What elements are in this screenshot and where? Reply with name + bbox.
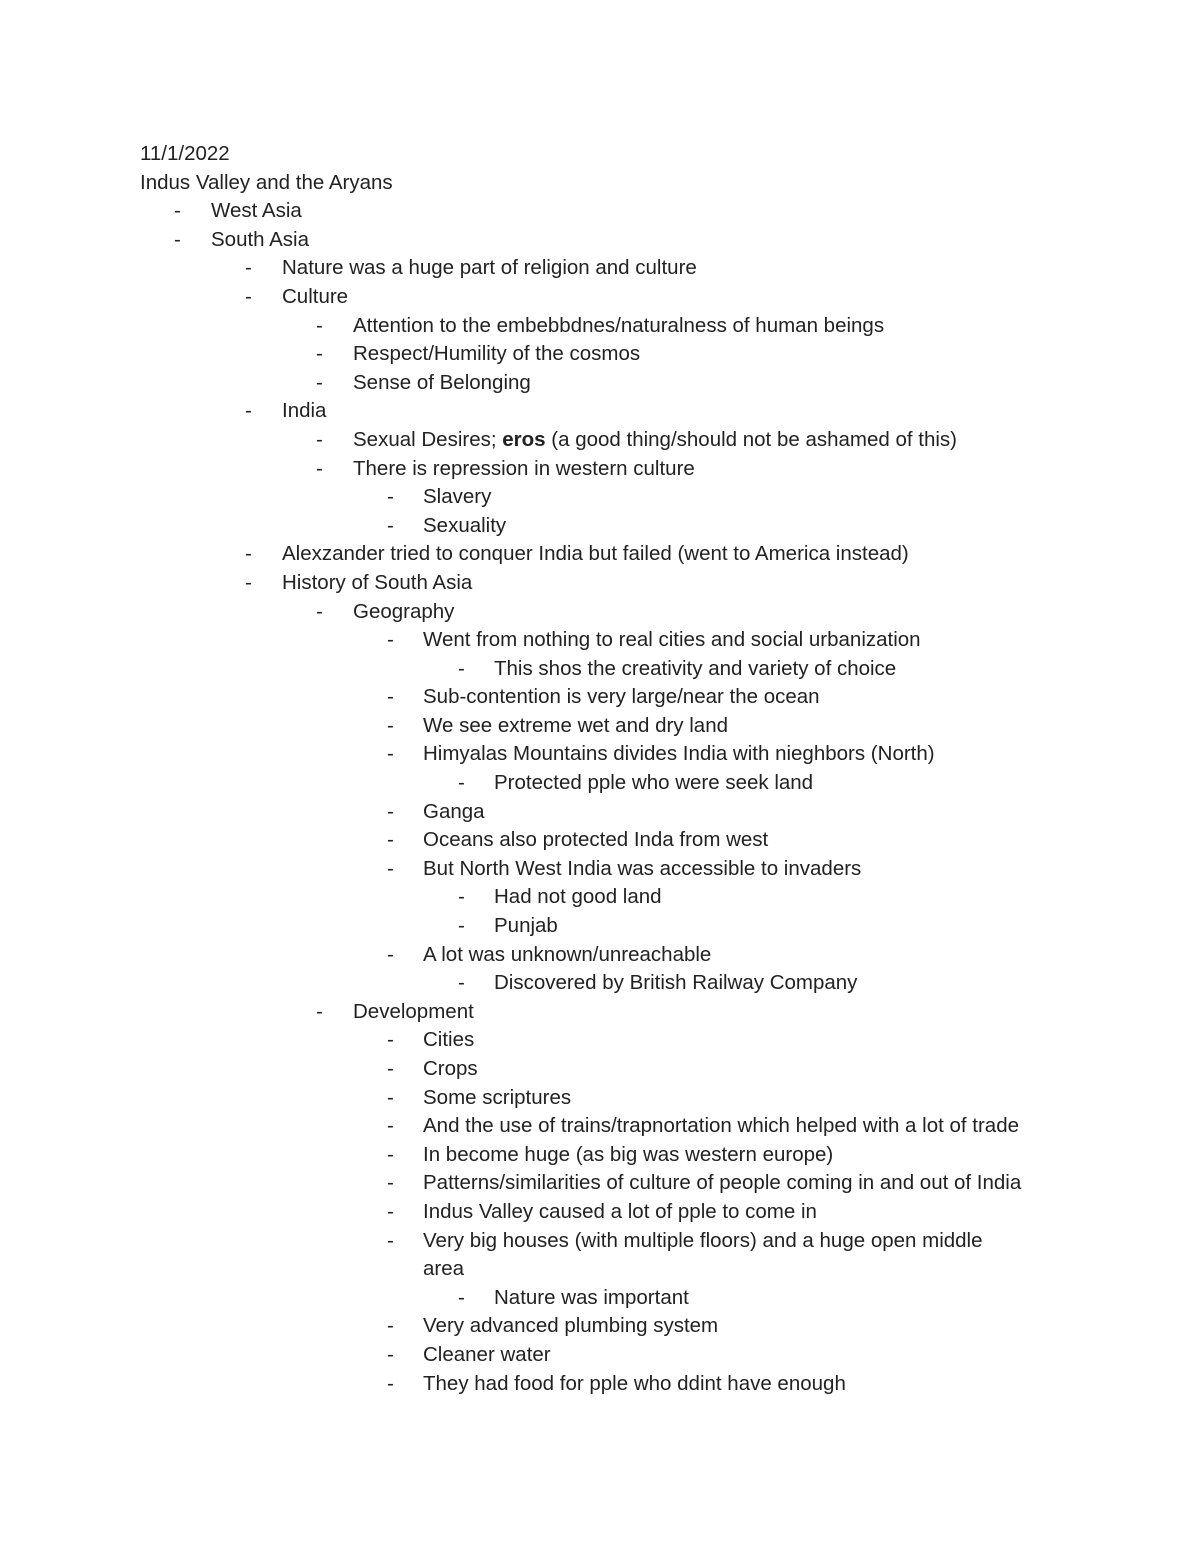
bullet-dash: - [387, 742, 394, 766]
list-item [140, 598, 1140, 627]
list-item-text: Nature was a huge part of religion and culture [282, 256, 697, 280]
list-item [140, 969, 1140, 998]
list-item [140, 855, 1140, 884]
bullet-dash: - [387, 1314, 394, 1338]
list-item-text: This shos the creativity and variety of choice [494, 656, 897, 680]
list-item [140, 1084, 1140, 1113]
list-item [140, 254, 1140, 283]
bullet-dash: - [245, 542, 252, 566]
list-item-text: Development [353, 999, 474, 1023]
list-item [140, 1341, 1140, 1370]
list-item [140, 1026, 1140, 1055]
list-item [140, 426, 1140, 455]
bullet-dash: - [458, 885, 465, 909]
bullet-dash: - [245, 570, 252, 594]
list-item-text: History of South Asia [282, 570, 473, 594]
bullet-dash: - [387, 942, 394, 966]
list-item [140, 226, 1140, 255]
list-item [140, 483, 1140, 512]
list-item-text: Went from nothing to real cities and social urbanization [423, 628, 921, 652]
bullet-dash: - [458, 971, 465, 995]
list-item-text: Culture [282, 284, 349, 308]
list-item-text: Patterns/similarities of culture of people coming in and out of India [423, 1171, 1022, 1195]
list-item [140, 798, 1140, 827]
list-item [140, 1227, 1140, 1256]
bold-term: eros [502, 427, 546, 451]
date-text: 11/1/2022 [140, 142, 230, 165]
bullet-dash: - [387, 713, 394, 737]
list-item-text: Sense of Belonging [353, 370, 531, 394]
bullet-dash: - [387, 685, 394, 709]
list-item-text: Cleaner water [423, 1342, 551, 1366]
bullet-dash: - [174, 199, 181, 223]
list-item-text: Respect/Humility of the cosmos [353, 342, 641, 366]
list-item [140, 512, 1140, 541]
list-item-text: They had food for pple who ddint have enough [423, 1371, 846, 1395]
list-item [140, 540, 1140, 569]
bullet-dash: - [316, 342, 323, 366]
list-item-text: Punjab [494, 914, 558, 938]
list-item [140, 655, 1140, 684]
list-item-text: Oceans also protected Inda from west [423, 828, 769, 852]
list-item-text: Sexuality [423, 513, 507, 537]
list-item [140, 683, 1140, 712]
list-item-text: Crops [423, 1057, 478, 1080]
list-item-text: Discovered by British Railway Company [494, 971, 858, 995]
text-run: (a good thing/should not be ashamed of this) [545, 427, 957, 451]
bullet-dash: - [387, 1342, 394, 1366]
bullet-dash: - [387, 1085, 394, 1109]
list-item-text: Attention to the embebbdnes/naturalness of human beings [353, 313, 885, 337]
bullet-dash: - [458, 914, 465, 938]
list-item [140, 197, 1140, 226]
bullet-dash: - [387, 485, 394, 509]
bullet-dash: - [387, 1114, 394, 1138]
list-item [140, 1198, 1140, 1227]
bullet-dash: - [174, 227, 181, 251]
bullet-dash: - [458, 1285, 465, 1309]
bullet-dash: - [387, 513, 394, 537]
list-item [140, 369, 1140, 398]
bullet-dash: - [316, 456, 323, 480]
list-item [140, 1141, 1140, 1170]
list-item [140, 283, 1140, 312]
list-item [140, 569, 1140, 598]
bullet-dash: - [387, 1142, 394, 1166]
bullet-dash: - [387, 1371, 394, 1395]
list-item [140, 712, 1140, 741]
text-run: Sexual Desires; [353, 427, 503, 451]
bullet-dash: - [387, 856, 394, 880]
list-item-text: Very big houses (with multiple floors) and a huge open middle [423, 1228, 983, 1252]
list-item-text: Indus Valley caused a lot of pple to come in [423, 1199, 817, 1223]
bullet-dash: - [316, 313, 323, 337]
list-item [140, 340, 1140, 369]
list-item-text: Sub-contention is very large/near the ocean [423, 685, 820, 709]
list-item-text: area [423, 1257, 465, 1281]
list-item-text [353, 426, 957, 455]
bullet-dash: - [387, 1028, 394, 1052]
bullet-dash: - [387, 1228, 394, 1252]
bullet-dash: - [316, 999, 323, 1023]
list-item [140, 1169, 1140, 1198]
list-item [140, 740, 1140, 769]
list-item [140, 912, 1140, 941]
list-item [140, 626, 1140, 655]
notes-body [140, 140, 1140, 1398]
list-item [140, 1312, 1140, 1341]
list-item [140, 1112, 1140, 1141]
date-line [140, 140, 1140, 169]
list-item-text: Cities [423, 1028, 475, 1052]
bullet-dash: - [387, 1057, 394, 1080]
list-item-text: Slavery [423, 485, 492, 509]
list-item-text: Protected pple who were seek land [494, 771, 814, 795]
bullet-dash: - [387, 628, 394, 652]
bullet-dash: - [245, 399, 252, 423]
bullet-dash: - [245, 256, 252, 280]
list-item-text: India [282, 399, 327, 423]
bullet-dash: - [387, 828, 394, 852]
bullet-dash: - [245, 284, 252, 308]
list-item [140, 1284, 1140, 1313]
list-item-text: Had not good land [494, 885, 662, 909]
list-item-continuation [140, 1255, 1140, 1284]
list-item [140, 312, 1140, 341]
list-item [140, 1055, 1140, 1084]
list-item-text: Himyalas Mountains divides India with nieghbors (North) [423, 742, 935, 766]
bullet-dash: - [387, 1199, 394, 1223]
list-item-text: Geography [353, 599, 455, 623]
bullet-dash: - [316, 427, 323, 451]
bullet-dash: - [458, 771, 465, 795]
list-item-text: In become huge (as big was western europe) [423, 1142, 834, 1166]
list-item-text: Nature was important [494, 1285, 689, 1309]
list-item-text: South Asia [211, 227, 310, 251]
list-item-text: But North West India was accessible to invaders [423, 856, 862, 880]
list-item-text: Ganga [423, 799, 485, 823]
list-item [140, 941, 1140, 970]
list-item-text: Very advanced plumbing system [423, 1314, 719, 1338]
list-item-text: A lot was unknown/unreachable [423, 942, 712, 966]
list-item [140, 826, 1140, 855]
list-item [140, 769, 1140, 798]
list-item [140, 455, 1140, 484]
bullet-dash: - [387, 1171, 394, 1195]
notes-title: Indus Valley and the Aryans [140, 170, 393, 194]
list-item-text: Alexzander tried to conquer India but failed (went to America instead) [282, 542, 909, 566]
list-item-text: There is repression in western culture [353, 456, 695, 480]
bullet-dash: - [458, 656, 465, 680]
list-item [140, 397, 1140, 426]
list-item [140, 883, 1140, 912]
list-item-text: West Asia [211, 199, 302, 223]
list-item [140, 998, 1140, 1027]
bullet-dash: - [316, 370, 323, 394]
bullet-dash: - [387, 799, 394, 823]
list-item-text: And the use of trains/trapnortation which helped with a lot of trade [423, 1114, 1020, 1138]
title-line [140, 169, 1140, 198]
list-item-text: We see extreme wet and dry land [423, 713, 728, 737]
bullet-dash: - [316, 599, 323, 623]
list-item-text: Some scriptures [423, 1085, 572, 1109]
list-item [140, 1370, 1140, 1399]
